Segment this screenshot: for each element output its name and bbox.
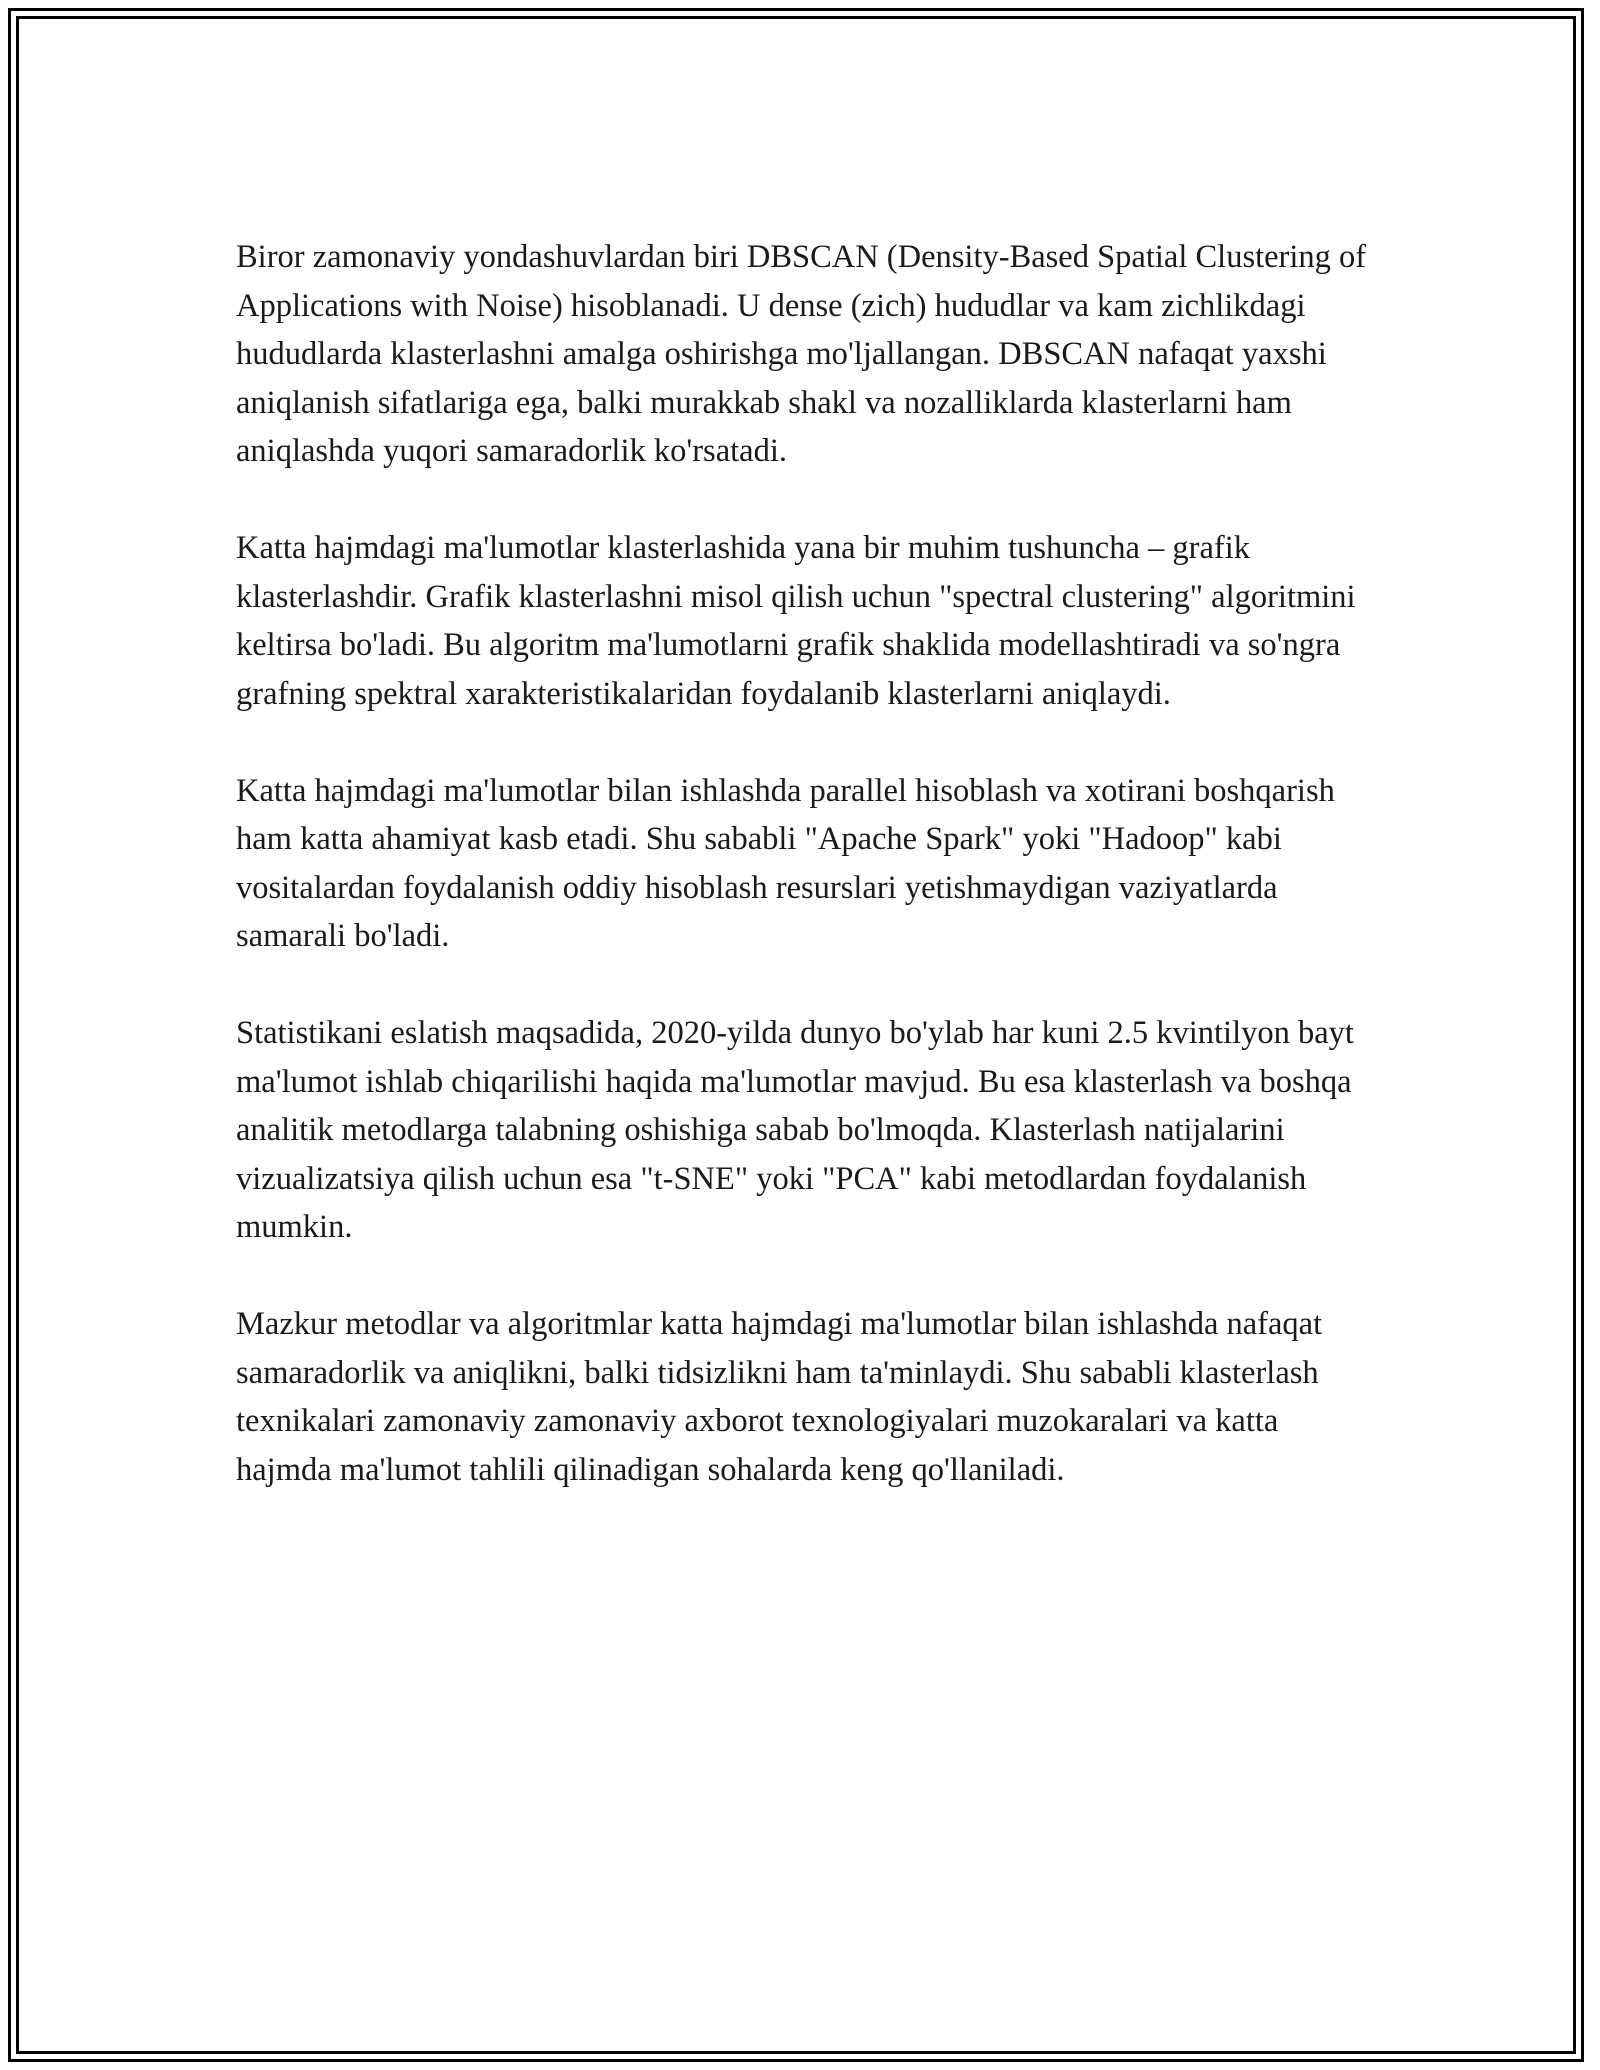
paragraph-dbscan: Biror zamonaviy yondashuvlardan biri DBSCAN (Density-Based Spatial Clustering of Applications with Noise) hisoblanadi. U dense (zich) hududlar va kam zichlikdagi hududlarda klasterlashni amalga oshirishga mo'ljallangan. DBSCAN nafaqat yaxshi aniqlanish sifatlariga ega, balki murakkab shakl va nozalliklarda klasterlarni ham aniqlashda yuqori samaradorlik ko'rsatadi.	[236, 239, 1367, 469]
paragraph-parallel-computing: Katta hajmdagi ma'lumotlar bilan ishlashda parallel hisoblash va xotirani boshqarish ham katta ahamiyat kasb etadi. Shu sababli "Apache Spark" yoki "Hadoop" kabi vositalardan foydalanish oddiy hisoblash resurslari yetishmaydigan vaziyatlarda samarali bo'ladi.	[236, 772, 1335, 954]
document-body	[236, 233, 1376, 1543]
paragraph-graph-clustering: Katta hajmdagi ma'lumotlar klasterlashida yana bir muhim tushuncha – grafik klasterlashdir. Grafik klasterlashni misol qilish uchun "spectral clustering" algoritmini keltirsa bo'ladi. Bu algoritm ma'lumotlarni grafik shaklida modellashtiradi va so'ngra grafning spektral xarakteristikalaridan foydalanib klasterlarni aniqlaydi.	[236, 530, 1356, 712]
paragraph-conclusion: Mazkur metodlar va algoritmlar katta hajmdagi ma'lumotlar bilan ishlashda nafaqat samaradorlik va aniqlikni, balki tidsizlikni ham ta'minlaydi. Shu sababli klasterlash texnikalari zamonaviy zamonaviy axborot texnologiyalari muzokaralari va katta hajmda ma'lumot tahlili qilinadigan sohalarda keng qo'llaniladi.	[236, 1306, 1323, 1488]
paragraph-statistics: Statistikani eslatish maqsadida, 2020-yilda dunyo bo'ylab har kuni 2.5 kvintilyon bayt ma'lumot ishlab chiqarilishi haqida ma'lumotlar mavjud. Bu esa klasterlash va boshqa analitik metodlarga talabning oshishiga sabab bo'lmoqda. Klasterlash natijalarini vizualizatsiya qilish uchun esa "t-SNE" yoki "PCA" kabi metodlardan foydalanish mumkin.	[236, 1015, 1354, 1245]
